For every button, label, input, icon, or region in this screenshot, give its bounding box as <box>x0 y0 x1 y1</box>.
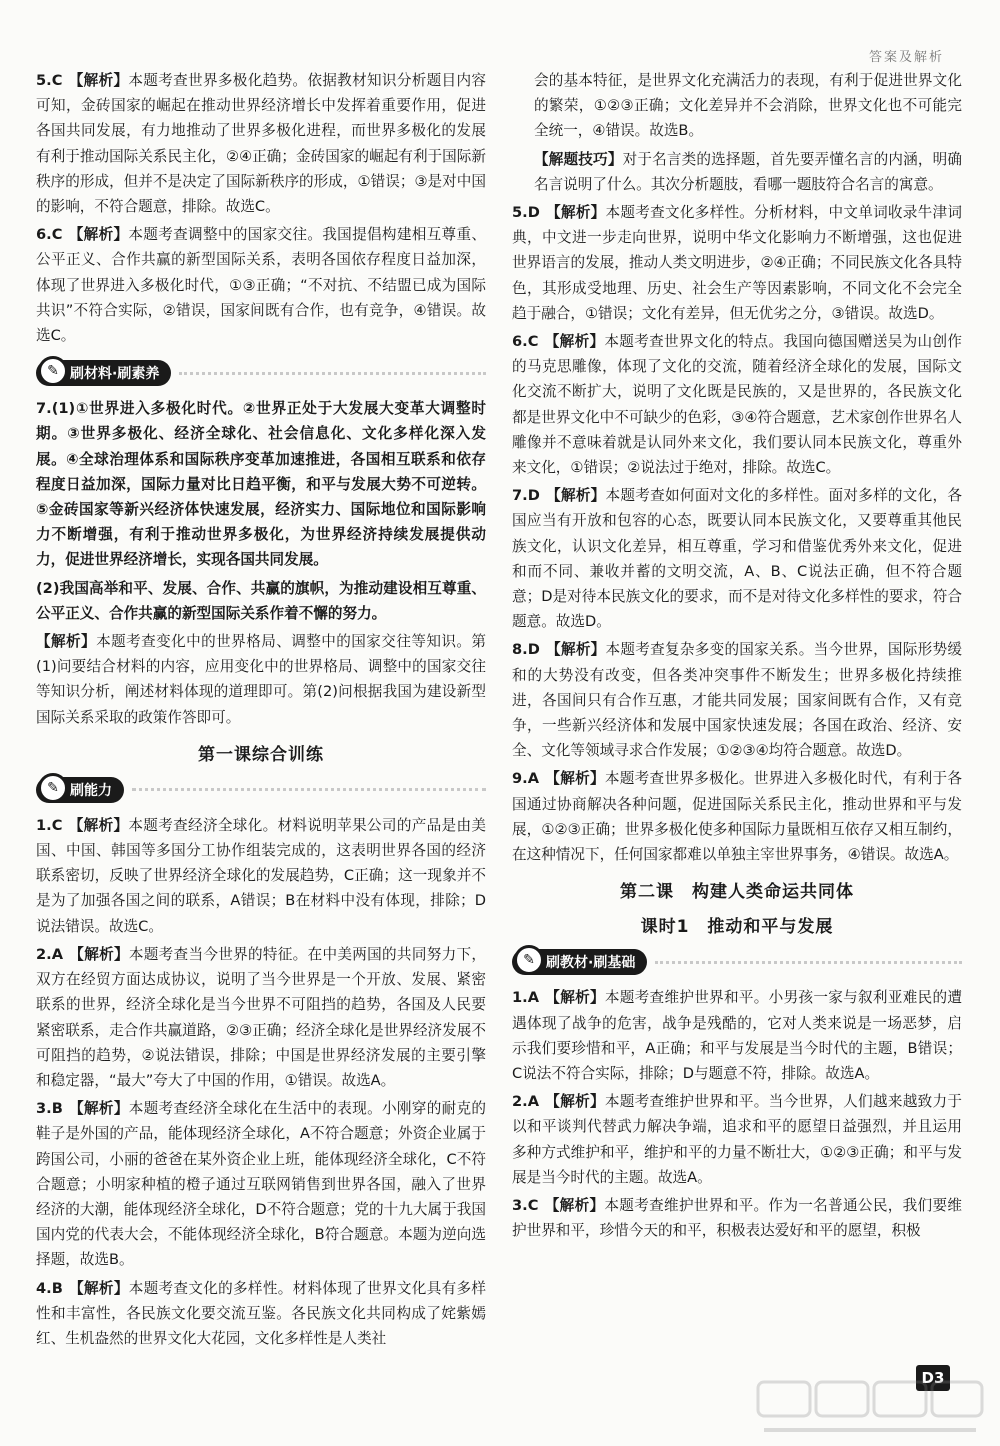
page-number: D3 <box>916 1365 950 1391</box>
tip-paragraph: 【解题技巧】对于名言类的选择题，首先要弄懂名言的内涵，明确名言说明了什么。其次分析题肢，看哪一题肢符合名言的寓意。 <box>534 150 962 193</box>
section-banner <box>36 773 486 807</box>
answer-entry: 7.(1)①世界进入多极化时代。②世界正处于大发展大变革大调整时期。③世界多极化、经济全球化、社会信息化、文化多样化深入发展。④全球治理体系和国际秩序变革加速推进，各国相互联系和依存程度日益加深，国际力量对比日趋平衡，和平与发展大势不可逆转。⑤金砖国家等新兴经济体快速发展，经济实力、国际地位和国际影响力不断增强，有利于推动世界多极化，为世界经济持续发展提供动力，促进世界经济增长，实现各国共同发展。 <box>36 400 486 569</box>
answer-entry: 5.D 【解析】本题考查文化多样性。分析材料，中文单词收录牛津词典，中文进一步走向世界，说明中华文化影响力不断增强，这也促进世界语言的发展，推动人类文明进步，②④正确；不同民族文化各具特色，其形成受地理、历史、社会生产等因素影响，不同文化不会完全趋于融合，①错误；文化有差异，但无优劣之分，③错误。故选D。 <box>512 204 962 322</box>
answer-entry: 6.C 【解析】本题考查世界文化的特点。我国向德国赠送吴为山创作的马克思雕像，体现了文化的交流，随着经济全球化的发展，国际文化交流不断扩大，说明了文化既是民族的，又是世界的，各民族文化都是世界文化中不可缺少的色彩，③④符合题意，艺术家创作世界名人雕像并不意味着就是认同外来文化，我们要认同本民族文化，尊重外来文化，①错误；②说法过于绝对，排除。故选C。 <box>512 333 962 477</box>
answer-entry: 4.B 【解析】本题考查文化的多样性。材料体现了世界文化具有多样性和丰富性，各民族文化要交流互鉴。各民族文化共同构成了姹紫嫣红、生机盎然的世界文化大花园，文化多样性是人类社 <box>36 1279 486 1347</box>
analysis-paragraph: 【解析】本题考查变化中的世界格局、调整中的国家交往等知识。第(1)问要结合材料的内容，应用变化中的世界格局、调整中的国家交往等知识分析，阐述材料体现的道理即可。第(2)问根据我国为建设新型国际关系采取的政策作答即可。 <box>36 633 486 726</box>
dotted-divider <box>655 961 962 964</box>
answer-entry: 2.A 【解析】本题考查维护世界和平。当今世界，人们越来越致力于以和平谈判代替武力解决争端，追求和平的愿望日益强烈，并且运用多种方式维护和平，维护和平的力量不断壮大，①②③正确；和平与发展是当今时代的主题。故选A。 <box>512 1093 962 1186</box>
answer-entry: 3.C 【解析】本题考查维护世界和平。作为一名普通公民，我们要维护世界和平，珍惜今天的和平，积极表达爱好和平的愿望，积极 <box>512 1196 962 1240</box>
watermark-logo <box>754 1376 986 1442</box>
lesson-subtitle: 课时1 推动和平与发展 <box>640 917 834 938</box>
answer-entry: 9.A 【解析】本题考查世界多极化。世界进入多极化时代，有利于各国通过协商解决各种问题，促进国际关系民主化，推动世界和平与发展，①②③正确；世界多极化使多种国际力量既相互依存又相互制约，在这种情况下，任何国家都难以单独主宰世界事务，④错误。故选A。 <box>512 770 962 864</box>
banner-label: 刷能力 <box>70 782 112 799</box>
pen-icon: ✎ <box>38 773 68 803</box>
answer-entry: 8.D 【解析】本题考查复杂多变的国家关系。当今世界，国际形势缓和的大势没有改变，但各类冲突事件不断发生；世界多极化持续推进，各国间只有合作互惠，才能共同发展；国家间既有合作，又有竞争，一些新兴经济体和发展中国家快速发展；各国在政治、经济、安全、文化等领域寻求合作发展；①②③④均符合题意。故选D。 <box>512 641 962 760</box>
section-banner <box>512 945 962 979</box>
lesson-title: 第二课 构建人类命运共同体 <box>620 882 854 903</box>
banner-label: 刷教材·刷基础 <box>546 955 636 972</box>
pen-icon: ✎ <box>514 945 544 975</box>
dotted-divider <box>132 788 486 791</box>
left-column <box>36 68 486 1354</box>
section-title: 第一课综合训练 <box>198 744 324 765</box>
answer-entry: 3.B 【解析】本题考查经济全球化在生活中的表现。小刚穿的耐克的鞋子是外国的产品，能体现经济全球化，A不符合题意；外资企业属于跨国公司，小丽的爸爸在某外资企业上班，能体现经济全球化，C不符合题意；小明家种植的橙子通过互联网销售到世界各国，融入了世界经济的大潮，能体现经济全球化，D不符合题意；党的十九大属于我国国内党的代表大会，不能体现经济全球化，B符合题意。本题为逆向选择题，故选B。 <box>36 1100 486 1269</box>
answer-entry: 1.A 【解析】本题考查维护世界和平。小男孩一家与叙利亚难民的遭遇体现了战争的危害，战争是残酷的，它对人类来说是一场恶梦，启示我们要珍惜和平，A正确；和平与发展是当今时代的主题，B错误；C说法不符合实际，排除；D与题意不符，排除。故选A。 <box>512 989 962 1082</box>
answer-entry: 6.C 【解析】本题考查调整中的国家交往。我国提倡构建相互尊重、公平正义、合作共赢的新型国际关系，表明各国依存程度日益加深，体现了世界进入多极化时代，①③正确；“不对抗、不结盟已成为国际共识”不符合实际，②错误，国家间既有合作，也有竞争，④错误。故选C。 <box>36 226 486 345</box>
banner-label: 刷材料·刷素养 <box>70 366 160 383</box>
right-column <box>512 68 962 1246</box>
continued-paragraph: 会的基本特征，是世界文化充满活力的表现，有利于促进世界文化的繁荣，①②③正确；文化差异并不会消除，世界文化也不可能完全统一，④错误。故选B。 <box>534 72 962 140</box>
answer-entry: 7.D 【解析】本题考查如何面对文化的多样性。面对多样的文化，各国应当有开放和包容的心态，既要认同本民族文化，又要尊重其他民族文化，认识文化差异，相互尊重，学习和借鉴优秀外来文化，促进和而不同、兼收并蓄的文明交流，A、B、C说法正确，但不符合题意；D是对待本民族文化的要求，而不是对待文化多样性的要求，符合题意。故选D。 <box>512 487 962 631</box>
header-tag: 答案及解析 <box>868 50 944 65</box>
dotted-divider <box>179 372 486 375</box>
answer-entry: 2.A 【解析】本题考查当今世界的特征。在中美两国的共同努力下，双方在经贸方面达成协议，说明了当今世界是一个开放、发展、紧密联系的世界，经济全球化是当今世界不可阻挡的趋势，各国及人民要紧密联系，走合作共赢道路，②③正确；经济全球化是世界经济发展不可阻挡的趋势，②说法错误，排除；中国是世界经济发展的主要引擎和稳定器，“最大”夸大了中国的作用，①错误。故选A。 <box>36 945 486 1089</box>
answer-paragraph: (2)我国高举和平、发展、合作、共赢的旗帜，为推动建设相互尊重、公平正义、合作共赢的新型国际关系作着不懈的努力。 <box>36 579 486 622</box>
answer-entry: 5.C 【解析】本题考查世界多极化趋势。依据教材知识分析题目内容可知，金砖国家的崛起在推动世界经济增长中发挥着重要作用，促进各国共同发展，有力地推动了世界多极化进程，而世界多极化的发展有利于推动国际关系民主化，②④正确；金砖国家的崛起有利于国际新秩序的形成，但并不是决定了国际新秩序的形成，①错误；③是对中国的影响，不符合题意，排除。故选C。 <box>36 72 486 216</box>
section-banner <box>36 356 486 390</box>
pen-icon: ✎ <box>38 356 68 386</box>
answer-entry: 1.C 【解析】本题考查经济全球化。材料说明苹果公司的产品是由美国、中国、韩国等多国分工协作组装完成的，这表明世界各国的经济联系密切，反映了世界经济全球化的发展趋势，C正确；这一现象并不是为了加强各国之间的联系，A错误；B在材料中没有体现，排除；D说法错误。故选C。 <box>36 816 486 935</box>
